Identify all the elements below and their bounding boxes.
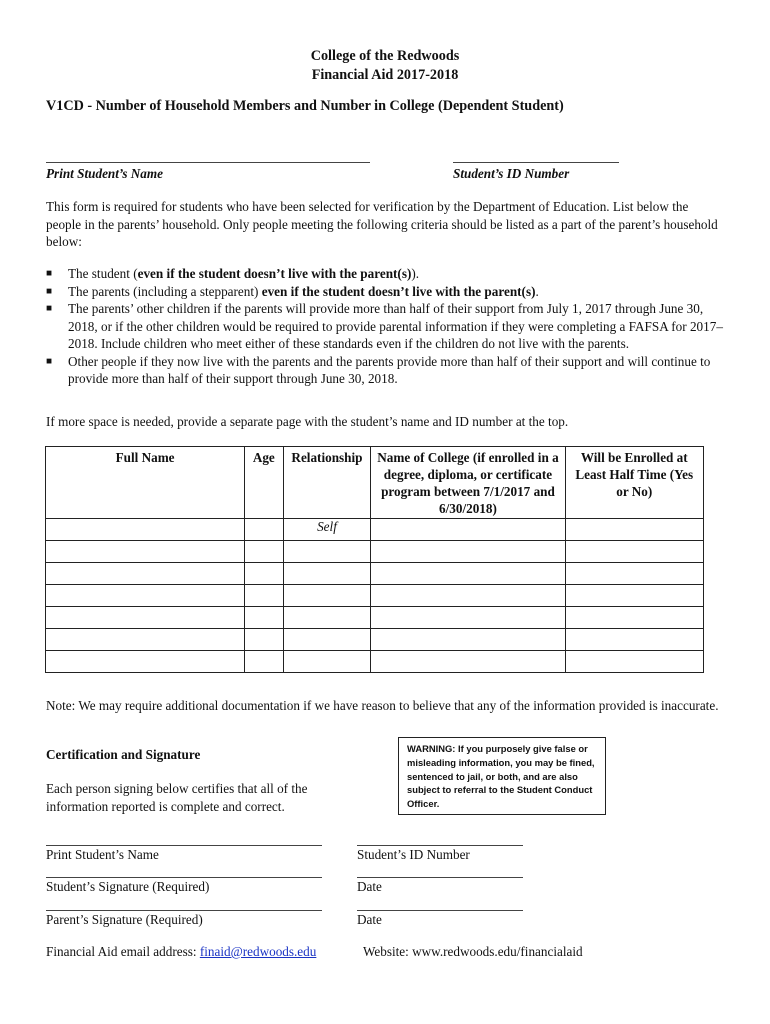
parent-signature-line[interactable] bbox=[46, 910, 322, 911]
email-label: Financial Aid email address: bbox=[46, 944, 200, 959]
cell-college[interactable] bbox=[371, 607, 565, 629]
table-row bbox=[46, 585, 704, 607]
parent-signature-label: Parent’s Signature (Required) bbox=[46, 912, 203, 927]
table-row bbox=[46, 607, 704, 629]
col-enrolled: Will be Enrolled at Least Half Time (Yes or No) bbox=[565, 447, 704, 519]
cell-full-name[interactable] bbox=[46, 629, 245, 651]
certification-text: Each person signing below certifies that all of the information reported is complete and correct. bbox=[46, 781, 308, 814]
cell-relationship[interactable] bbox=[283, 541, 371, 563]
criteria-text: The parents’ other children if the parents will provide more than half of their support from July 1, 2017 through June 30, 2018, or if the other children would be required to provide parental information if they were completing a FAFSA for 2017–2018. Include children who meet either of these standards even if the children do not live with the parents. bbox=[68, 301, 723, 351]
cell-relationship[interactable] bbox=[283, 651, 371, 673]
cell-enrolled[interactable] bbox=[565, 629, 704, 651]
household-table bbox=[45, 446, 704, 673]
col-relationship: Relationship bbox=[283, 447, 371, 519]
table-row bbox=[46, 519, 704, 541]
col-age: Age bbox=[245, 447, 283, 519]
cell-full-name[interactable] bbox=[46, 585, 245, 607]
criteria-item bbox=[46, 265, 726, 283]
student-id-line[interactable] bbox=[453, 162, 619, 163]
student-signature-label: Student’s Signature (Required) bbox=[46, 879, 210, 894]
student-id-label: Student’s ID Number bbox=[453, 166, 570, 181]
warning-box: WARNING: If you purposely give false or misleading information, you may be fined, sentenced to jail, or both, and are also subject to referral to the Student Conduct Officer. bbox=[398, 737, 606, 815]
cell-relationship[interactable] bbox=[283, 607, 371, 629]
cell-enrolled[interactable] bbox=[565, 563, 704, 585]
criteria-text: Other people if they now live with the parents and the parents provide more than half of their support and will continue to provide more than half of their support through June 30, 2018. bbox=[68, 353, 711, 386]
cell-enrolled[interactable] bbox=[565, 607, 704, 629]
bullet-icon: ■ bbox=[46, 303, 53, 314]
certification-heading: Certification and Signature bbox=[46, 747, 201, 762]
document-header bbox=[0, 47, 770, 85]
aid-year: Financial Aid 2017-2018 bbox=[311, 67, 459, 83]
space-note: If more space is needed, provide a separate page with the student’s name and ID number at the top. bbox=[46, 414, 569, 429]
cell-full-name[interactable] bbox=[46, 563, 245, 585]
cell-enrolled[interactable] bbox=[565, 651, 704, 673]
cell-relationship[interactable] bbox=[283, 629, 371, 651]
criteria-text: . bbox=[535, 283, 539, 299]
criteria-item bbox=[46, 353, 726, 388]
cell-college[interactable] bbox=[371, 563, 565, 585]
cell-enrolled[interactable] bbox=[565, 585, 704, 607]
table-row bbox=[46, 629, 704, 651]
email-link[interactable]: finaid@redwoods.edu bbox=[199, 944, 317, 959]
intro-paragraph: This form is required for students who have been selected for verification by the Department of Education. List below the people in the parents’ household. Only people meeting the following criteria should be listed as a part of the parent’s household below: bbox=[46, 199, 718, 249]
parent-date-line[interactable] bbox=[357, 910, 523, 911]
parent-date-label: Date bbox=[357, 912, 382, 927]
student-name-line[interactable] bbox=[46, 162, 370, 163]
criteria-text: The parents (including a stepparent) bbox=[68, 283, 262, 299]
cell-college[interactable] bbox=[371, 651, 565, 673]
criteria-list bbox=[46, 265, 726, 388]
cell-full-name[interactable] bbox=[46, 541, 245, 563]
bullet-icon: ■ bbox=[46, 285, 53, 297]
college-name: College of the Redwoods bbox=[310, 48, 460, 64]
criteria-item bbox=[46, 300, 726, 353]
table-header-row bbox=[46, 447, 704, 519]
student-name-signature-line[interactable] bbox=[46, 845, 322, 846]
table-row bbox=[46, 651, 704, 673]
cell-enrolled[interactable] bbox=[565, 519, 704, 541]
bullet-icon: ■ bbox=[46, 355, 53, 367]
cell-full-name[interactable] bbox=[46, 651, 245, 673]
student-name-label: Print Student’s Name bbox=[46, 166, 163, 181]
footer-website: Website: www.redwoods.edu/financialaid bbox=[363, 944, 583, 959]
cell-age[interactable] bbox=[245, 607, 283, 629]
col-full-name: Full Name bbox=[46, 447, 245, 519]
criteria-text: The student ( bbox=[68, 266, 138, 281]
accuracy-note: Note: We may require additional documentation if we have reason to believe that any of the information provided is inaccurate. bbox=[46, 698, 719, 713]
footer-email bbox=[46, 944, 316, 960]
cell-full-name[interactable] bbox=[46, 519, 245, 541]
cell-college[interactable] bbox=[371, 585, 565, 607]
cell-enrolled[interactable] bbox=[565, 541, 704, 563]
col-college: Name of College (if enrolled in a degree, diploma, or certificate program between 7/1/2017 and 6/30/2018) bbox=[371, 447, 565, 519]
criteria-text: ). bbox=[411, 266, 420, 281]
cell-age[interactable] bbox=[245, 629, 283, 651]
table-row bbox=[46, 541, 704, 563]
cell-college[interactable] bbox=[371, 541, 565, 563]
cell-age[interactable] bbox=[245, 563, 283, 585]
criteria-emphasis: even if the student doesn’t live with the parent(s) bbox=[137, 266, 412, 281]
form-title: V1CD - Number of Household Members and Number in College (Dependent Student) bbox=[46, 98, 564, 114]
cell-age[interactable] bbox=[245, 651, 283, 673]
student-name-signature-label: Print Student’s Name bbox=[46, 847, 159, 862]
criteria-emphasis: even if the student doesn’t live with the parent(s) bbox=[261, 283, 536, 299]
cell-age[interactable] bbox=[245, 585, 283, 607]
cell-relationship[interactable] bbox=[283, 585, 371, 607]
cell-college[interactable] bbox=[371, 629, 565, 651]
criteria-item bbox=[46, 283, 726, 301]
student-date-line[interactable] bbox=[357, 877, 523, 878]
student-signature-line[interactable] bbox=[46, 877, 322, 878]
cell-relationship[interactable] bbox=[283, 563, 371, 585]
cell-relationship-self: Self bbox=[283, 519, 371, 541]
student-date-label: Date bbox=[357, 879, 382, 894]
cell-age[interactable] bbox=[245, 541, 283, 563]
table-row bbox=[46, 563, 704, 585]
cell-full-name[interactable] bbox=[46, 607, 245, 629]
student-id-signature-label: Student’s ID Number bbox=[357, 847, 470, 862]
cell-age[interactable] bbox=[245, 519, 283, 541]
cell-college[interactable] bbox=[371, 519, 565, 541]
student-id-signature-line[interactable] bbox=[357, 845, 523, 846]
bullet-icon: ■ bbox=[46, 268, 53, 279]
